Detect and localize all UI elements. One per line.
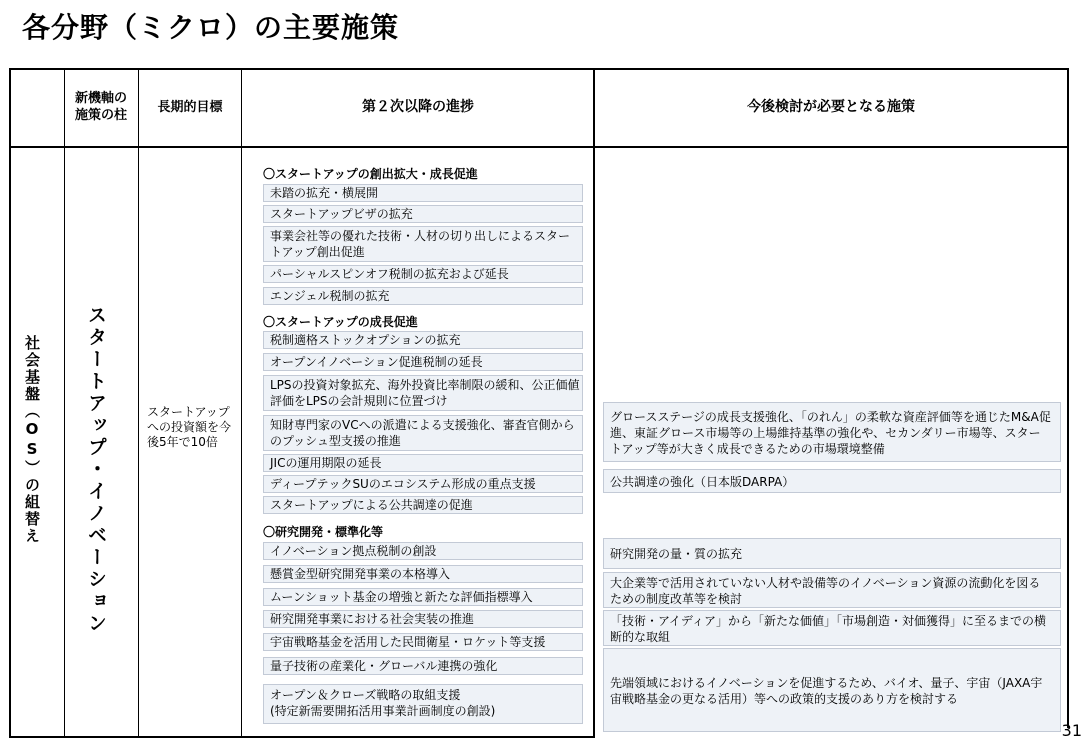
- header-future: 今後検討が必要となる施策: [747, 98, 915, 115]
- progress-item: パーシャルスピンオフ税制の拡充および延長: [263, 265, 583, 283]
- progress-item: LPSの投資対象拡充、海外投資比率制限の緩和、公正価値評価をLPSの会計規則に位置づけ: [263, 375, 583, 411]
- progress-item: オープン＆クローズ戦略の取組支援 (特定新需要開拓活用事業計画制度の創設): [263, 684, 583, 724]
- progress-item: 事業会社等の優れた技術・人材の切り出しによるスタートアップ創出促進: [263, 226, 583, 262]
- page-number: 31: [1061, 721, 1082, 740]
- progress-item: 宇宙戦略基金を活用した民間衛星・ロケット等支援: [263, 633, 583, 651]
- table-border-right: [1067, 68, 1069, 728]
- progress-item: イノベーション拠点税制の創設: [263, 542, 583, 560]
- progress-item: ディープテックSUのエコシステム形成の重点支援: [263, 475, 583, 493]
- category-label: 社会基盤（OS）の組替え: [23, 335, 41, 545]
- progress-item: 懸賞金型研究開発事業の本格導入: [263, 565, 583, 583]
- future-item: グロースステージの成長支援強化、「のれん」の柔軟な資産評価等を通じたM&A促進、東証グロース市場等の上場維持基準の強化や、セカンダリー市場等、スタートアップ等が大きく成長できるための市場環境整備: [603, 402, 1061, 462]
- future-item: 公共調達の強化（日本版DARPA）: [603, 469, 1061, 493]
- table-header-divider: [9, 146, 1069, 148]
- progress-item: 量子技術の産業化・グローバル連携の強化: [263, 657, 583, 675]
- progress-section-heading: 〇スタートアップの創出拡大・成長促進: [263, 167, 478, 181]
- long-term-goal: スタートアップへの投資額を今後5年で10倍: [147, 405, 232, 449]
- col-divider-3: [241, 68, 242, 738]
- future-item: 大企業等で活用されていない人材や設備等のイノベーション資源の流動化を図るための制度改革等を検討: [603, 572, 1061, 608]
- pillar-label: スタートアップ・イノベーション: [85, 305, 107, 635]
- progress-item: スタートアップによる公共調達の促進: [263, 496, 583, 514]
- col-divider-4: [593, 68, 595, 738]
- progress-item: スタートアップビザの拡充: [263, 205, 583, 223]
- progress-item: エンジェル税制の拡充: [263, 287, 583, 305]
- header-progress: 第２次以降の進捗: [362, 98, 474, 115]
- table-border-left: [9, 68, 11, 738]
- progress-item: JICの運用期限の延長: [263, 454, 583, 472]
- progress-item: ムーンショット基金の増強と新たな評価指標導入: [263, 588, 583, 606]
- progress-item: オープンイノベーション促進税制の延長: [263, 353, 583, 371]
- table-border-top: [9, 68, 1069, 70]
- col-divider-1: [64, 68, 65, 738]
- progress-item: 研究開発事業における社会実装の推進: [263, 610, 583, 628]
- header-goal: 長期的目標: [157, 99, 223, 115]
- future-item: 先端領域におけるイノベーションを促進するため、バイオ、量子、宇宙（JAXA宇宙戦略基金の更なる活用）等への政策的支援のあり方を検討する: [603, 648, 1061, 732]
- progress-item: 未踏の拡充・横展開: [263, 184, 583, 202]
- future-item: 研究開発の量・質の拡充: [603, 538, 1061, 569]
- table-border-bottom: [9, 736, 594, 738]
- progress-item: 税制適格ストックオプションの拡充: [263, 331, 583, 349]
- header-pillar: 新機軸の施策の柱: [74, 91, 127, 123]
- page-title: 各分野（ミクロ）の主要施策: [22, 11, 400, 44]
- col-divider-2: [138, 68, 139, 738]
- progress-section-heading: 〇研究開発・標準化等: [263, 525, 384, 539]
- progress-section-heading: 〇スタートアップの成長促進: [263, 315, 418, 329]
- progress-item: 知財専門家のVCへの派遣による支援強化、審査官側からのプッシュ型支援の推進: [263, 415, 583, 451]
- future-item: 「技術・アイディア」から「新たな価値」「市場創造・対価獲得」に至るまでの横断的な取組: [603, 610, 1061, 646]
